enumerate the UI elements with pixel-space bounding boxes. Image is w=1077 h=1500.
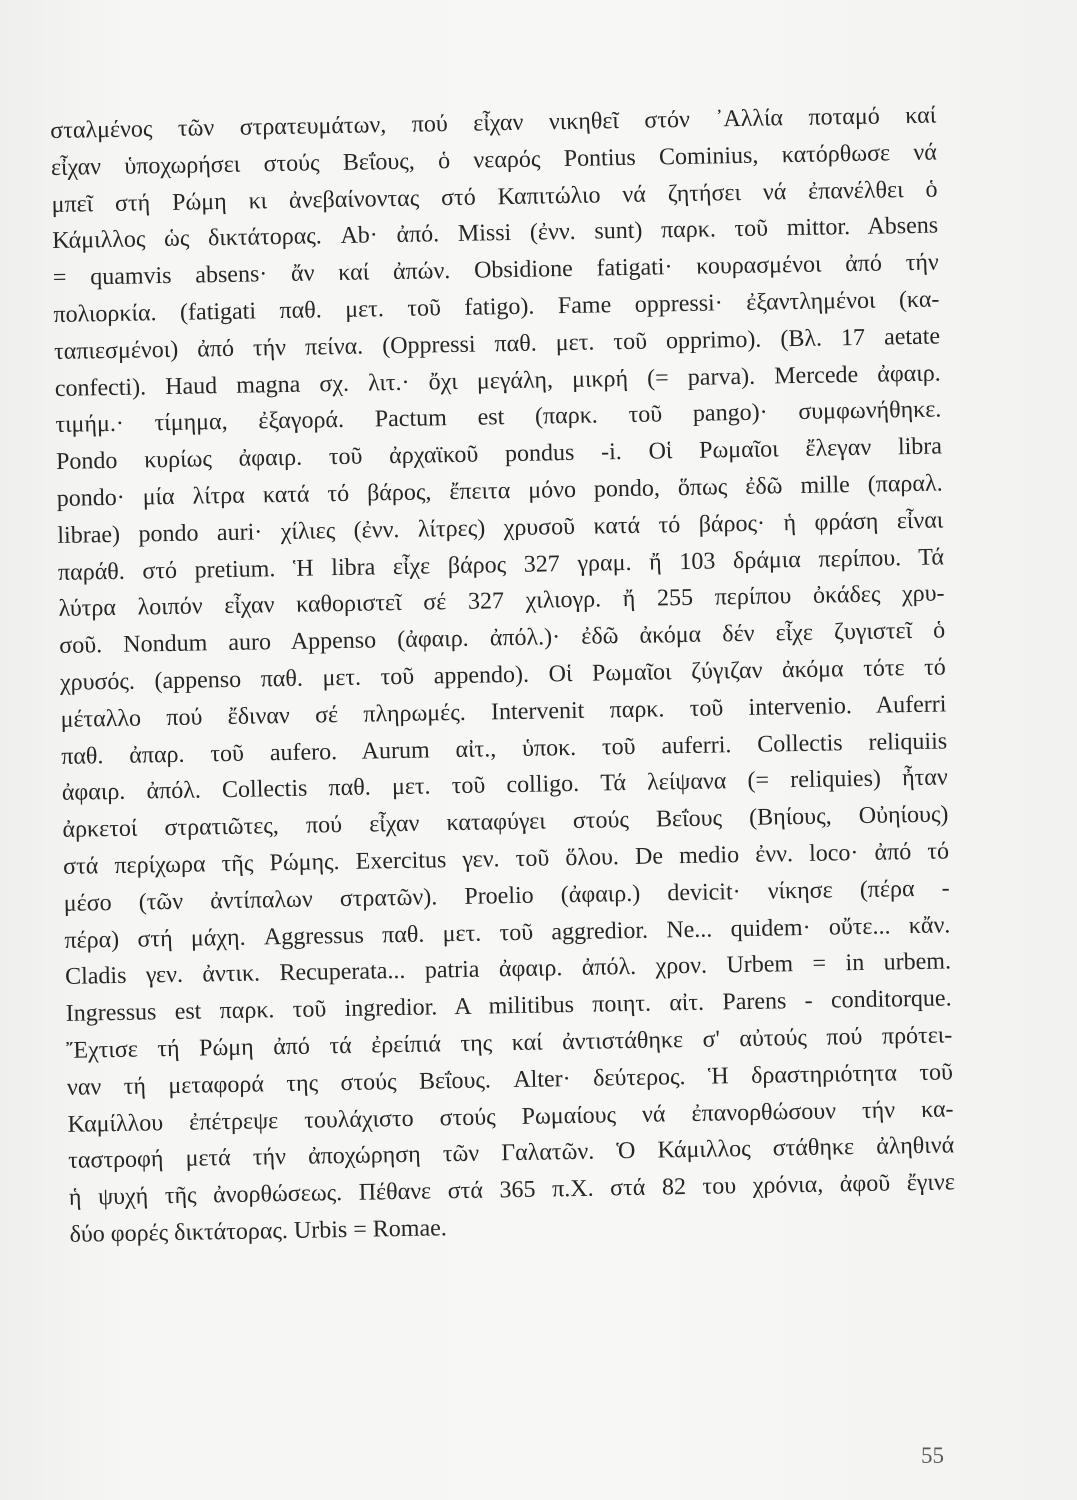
text-line: ναν τή μεταφορά της στούς Βεΐους. Alter· δεύτερος. Ἡ δραστηριότητα τοῦ xyxy=(66,1059,954,1101)
text-line: τιμήμ.· τίμημα, ἐξαγορά. Pactum est (παρκ. τοῦ pango)· συμφωνήθηκε. xyxy=(55,396,942,439)
page-number: 55 xyxy=(921,1443,944,1468)
text-line: confecti). Haud magna σχ. λιτ.· ὄχι μεγάλη, μικρή (= parva). Mercede ἀφαιρ. xyxy=(54,360,941,402)
text-line: εἶχαν ὑποχωρήσει στούς Βεΐους, ὁ νεαρός Pontius Cominius, κατόρθωσε νά xyxy=(50,139,938,181)
text-line: σοῦ. Nondum auro Appenso (ἀφαιρ. ἀπόλ.)· ἐδῶ ἀκόμα δέν εἶχε ζυγιστεῖ ὁ xyxy=(59,617,946,660)
text-line: ἀφαιρ. ἀπόλ. Collectis παθ. μετ. τοῦ colligo. Τά λείψανα (= reliquies) ἦταν xyxy=(61,764,948,807)
text-line: χρυσός. (appenso παθ. μετ. τοῦ appendo). Οἱ Ρωμαῖοι ζύγιζαν ἀκόμα τότε τό xyxy=(59,654,947,696)
text-line: ταπιεσμένοι) ἀπό τήν πείνα. (Oppressi παθ. μετ. τοῦ opprimo). (Βλ. 17 aetate xyxy=(53,323,941,365)
text-line: ἡ ψυχή τῆς ἀνορθώσεως. Πέθανε στά 365 π.Χ. στά 82 του χρόνια, ἀφοῦ ἔγινε xyxy=(68,1169,956,1211)
text-line: παράθ. στό pretium. Ἡ libra εἶχε βάρος 327 γραμ. ἤ 103 δράμια περίπου. Τά xyxy=(57,544,945,586)
text-line: Ingressus est παρκ. τοῦ ingredior. A militibus ποιητ. αἰτ. Parens - conditorque. xyxy=(65,985,952,1027)
text-line: πολιορκία. (fatigati παθ. μετ. τοῦ fatigo). Fame oppressi· ἐξαντλημένοι (κα- xyxy=(53,286,940,328)
text-line: pondo· μία λίτρα κατά τό βάρος, ἔπειτα μόνο pondo, ὅπως ἐδῶ mille (παραλ. xyxy=(56,470,943,512)
text-line: Κάμιλλος ὡς δικτάτορας. Ab· ἀπό. Missi (ἐνν. sunt) παρκ. τοῦ mittor. Absens xyxy=(52,212,939,255)
text-line: λύτρα λοιπόν εἶχαν καθοριστεῖ σέ 327 χιλιογρ. ἤ 255 περίπου ὀκάδες χρυ- xyxy=(58,580,945,623)
commentary-text xyxy=(50,98,956,1254)
text-line: σταλμένος τῶν στρατευμάτων, πού εἶχαν νικηθεῖ στόν ᾿Αλλία ποταμό καί xyxy=(50,102,937,144)
text-line: Cladis γεν. ἀντικ. Recuperata... patria ἀφαιρ. ἀπόλ. χρον. Urbem = in urbem. xyxy=(64,948,952,991)
text-line: Ἔχτισε τή Ρώμη ἀπό τά ἐρείπιά της καί ἀντιστάθηκε σ' αὐτούς πού πρότει- xyxy=(66,1022,953,1064)
text-line: πέρα) στή μάχη. Aggressus παθ. μετ. τοῦ aggredior. Ne... quidem· οὔτε... κἄν. xyxy=(64,911,951,954)
text-line: στά περίχωρα τῆς Ρώμης. Exercitus γεν. τοῦ ὅλου. De medio ἐνν. loco· ἀπό τό xyxy=(62,838,950,880)
text-line: μέταλλο πού ἔδιναν σέ πληρωμές. Intervenit παρκ. τοῦ intervenio. Auferri xyxy=(60,691,947,733)
text-line: μπεῖ στή Ρώμη κι ἀνεβαίνοντας στό Καπιτώλιο νά ζητήσει νά ἐπανέλθει ὁ xyxy=(51,176,938,218)
text-line: Pondo κυρίως ἀφαιρ. τοῦ ἀρχαϊκοῦ pondus -i. Οἱ Ρωμαῖοι ἔλεγαν libra xyxy=(55,433,943,476)
text-line: = quamvis absens· ἄν καί ἀπών. Obsidione fatigati· κουρασμένοι ἀπό τήν xyxy=(52,249,939,292)
text-line: Καμίλλου ἐπέτρεψε τουλάχιστο στούς Ρωμαίους νά ἐπανορθώσουν τήν κα- xyxy=(67,1095,954,1138)
text-line: μέσο (τῶν ἀντίπαλων στρατῶν). Proelio (ἀφαιρ.) devicit· νίκησε (πέρα - xyxy=(63,875,950,917)
text-line: ταστροφή μετά τήν ἀποχώρηση τῶν Γαλατῶν. Ὁ Κάμιλλος στάθηκε ἀληθινά xyxy=(68,1132,955,1175)
text-line: δύο φορές δικτάτορας. Urbis = Romae. xyxy=(69,1215,447,1248)
text-line: ἀρκετοί στρατιῶτες, πού εἶχαν καταφύγει στούς Βεΐους (Βηίους, Οὐηίους) xyxy=(62,801,949,844)
text-line: librae) pondo auri· χίλιες (ἐνν. λίτρες) χρυσοῦ κατά τό βάρος· ἡ φράση εἶναι xyxy=(57,507,944,549)
text-line: παθ. ἀπαρ. τοῦ aufero. Aurum αἰτ., ὑποκ. τοῦ auferri. Collectis reliquiis xyxy=(61,727,948,770)
